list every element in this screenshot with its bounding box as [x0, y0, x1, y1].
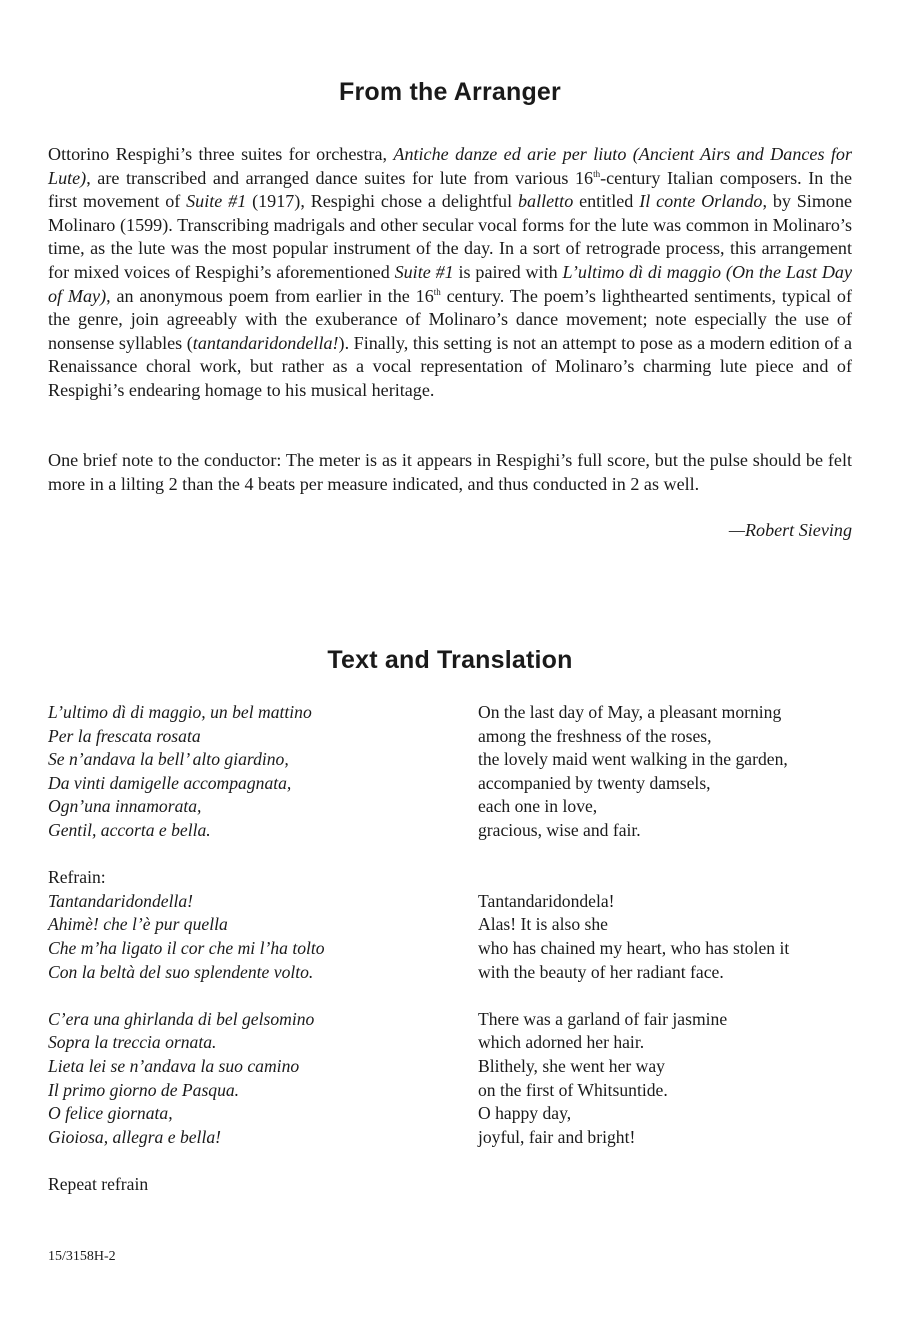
- stanza-gap: [478, 843, 878, 867]
- ordinal-superscript: th: [433, 286, 441, 297]
- english-line: Tantandaridondela!: [478, 890, 615, 911]
- italian-line: Lieta lei se n’andava la suo camino: [48, 1055, 300, 1076]
- italian-line: Il primo giorno de Pasqua.: [48, 1079, 240, 1100]
- italian-line: Gioiosa, allegra e bella!: [48, 1126, 221, 1147]
- italian-line: Con la beltà del suo splendente volto.: [48, 961, 314, 982]
- italian-text-column: [48, 701, 458, 1196]
- text-run: is paired with: [453, 261, 563, 282]
- italian-line: Sopra la treccia ornata.: [48, 1032, 217, 1053]
- text-run: (1917), Respighi chose a delightful: [246, 191, 518, 212]
- italian-line: L’ultimo dì di maggio, un bel mattino: [48, 702, 312, 722]
- italian-line: Da vinti damigelle accompagnata,: [48, 772, 292, 793]
- italian-line: Tantandaridondella!: [48, 890, 194, 911]
- english-line: the lovely maid went walking in the garden,: [478, 749, 788, 770]
- italic-title-run: tantandaridondella!: [192, 332, 339, 353]
- italian-line: Ogn’una innamorata,: [48, 796, 202, 817]
- arranger-signature: —Robert Sieving: [728, 520, 852, 540]
- english-translation-column: [478, 701, 878, 1149]
- text-run: , are transcribed and arranged dance suites for lute from various 16: [86, 167, 594, 188]
- stanza-gap: [478, 866, 878, 890]
- italian-line: Se n’andava la bell’ alto giardino,: [48, 749, 289, 770]
- english-line: O happy day,: [478, 1103, 572, 1124]
- english-line: who has chained my heart, who has stolen it: [478, 937, 790, 958]
- italian-line: Refrain:: [48, 867, 106, 888]
- stanza-gap: [48, 984, 458, 1008]
- arranger-title: From the Arranger: [339, 78, 561, 106]
- arranger-paragraph-2: One brief note to the conductor: The meter is as it appears in Respighi’s full score, but the pulse should be felt more in a lilting 2 than the 4 beats per measure indicated, and thus conducted in 2 as well.: [48, 450, 852, 494]
- text-run: century. The poem’s lighthearted sentiments, typical of the genre, join agreeably with the exuberance of Molinaro’s dance movement; note especially the use of nonsense syllables (: [48, 285, 852, 353]
- english-line: which adorned her hair.: [478, 1032, 645, 1053]
- text-run: ). Finally, this setting is not an attempt to pose as a modern edition of a Renaissance choral work, but rather as a vocal representation of Molinaro’s charming lute piece and of Respighi’s endearing homage to his musical heritage.: [48, 332, 852, 400]
- stanza-gap: [48, 1149, 458, 1173]
- text-run: -century Italian composers. In the first movement of: [48, 167, 852, 212]
- italic-title-run: L’ultimo dì di maggio (On the Last Day of May): [48, 261, 852, 306]
- stanza-gap: [478, 984, 878, 1008]
- italian-line: Repeat refrain: [48, 1173, 149, 1194]
- italian-line: O felice giornata,: [48, 1103, 173, 1124]
- text-run: , an anonymous poem from earlier in the 16: [106, 285, 434, 306]
- english-line: each one in love,: [478, 796, 598, 817]
- italic-title-run: Suite #1: [186, 191, 247, 212]
- text-run: entitled: [573, 191, 640, 212]
- text-run: Ottorino Respighi’s three suites for orchestra,: [48, 144, 394, 164]
- english-line: Blithely, she went her way: [478, 1055, 665, 1076]
- stanza-gap: [48, 843, 458, 867]
- italian-line: C’era una ghirlanda di bel gelsomino: [48, 1008, 315, 1029]
- english-line: joyful, fair and bright!: [478, 1126, 636, 1147]
- italic-title-run: Antiche danze ed arie per liuto (Ancient Airs and Dances for Lute): [48, 144, 852, 188]
- arranger-paragraph-1: [48, 143, 852, 403]
- english-line: gracious, wise and fair.: [478, 819, 641, 840]
- english-line: with the beauty of her radiant face.: [478, 961, 724, 982]
- catalog-number: 15/3158H-2: [48, 1249, 116, 1264]
- italic-title-run: Il conte Orlando: [639, 191, 763, 212]
- english-line: Alas! It is also she: [478, 914, 608, 935]
- italian-line: Gentil, accorta e bella.: [48, 819, 211, 840]
- english-line: There was a garland of fair jasmine: [478, 1008, 728, 1029]
- italian-line: Per la frescata rosata: [48, 725, 201, 746]
- translation-title: Text and Translation: [327, 646, 573, 674]
- text-run: , by Simone Molinaro (1599). Transcribing madrigals and other secular vocal forms for the lute was common in Molinaro’s time, as the lute was the most popular instrument of the day. In a sort of retrograde process, this arrangement for mixed voices of Respighi’s aforementioned: [48, 191, 853, 282]
- english-line: accompanied by twenty damsels,: [478, 772, 711, 793]
- english-line: among the freshness of the roses,: [478, 725, 712, 746]
- italian-line: Ahimè! che l’è pur quella: [48, 914, 228, 935]
- english-line: on the first of Whitsuntide.: [478, 1079, 668, 1100]
- english-line: On the last day of May, a pleasant morning: [478, 702, 782, 722]
- italian-line: Che m’ha ligato il cor che mi l’ha tolto: [48, 937, 325, 958]
- italic-title-run: balletto: [517, 191, 574, 212]
- italic-title-run: Suite #1: [394, 261, 454, 282]
- ordinal-superscript: th: [593, 168, 601, 179]
